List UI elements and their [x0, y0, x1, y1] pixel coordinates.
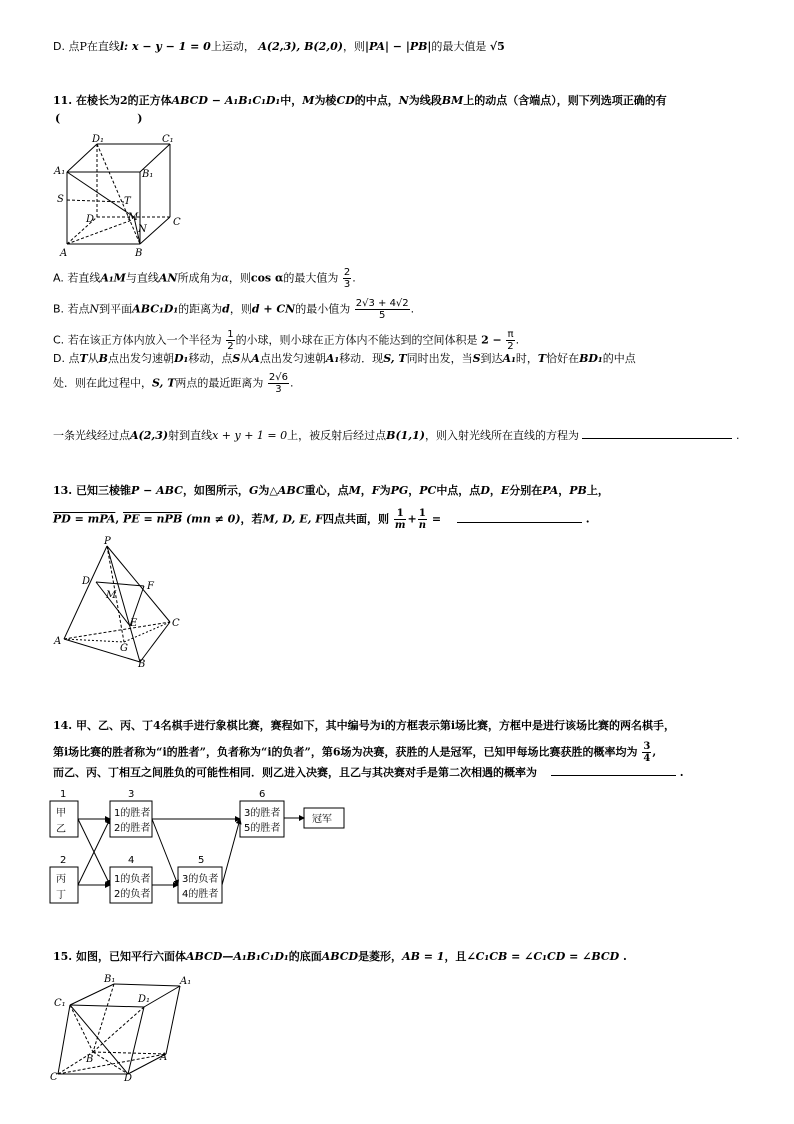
label-s: S	[57, 194, 64, 205]
box-3-line-a: 1的胜者	[114, 808, 151, 819]
text: 到达	[480, 352, 503, 365]
denominator: 3	[343, 279, 351, 290]
label-c: C	[173, 217, 181, 228]
label-m: M	[106, 590, 117, 601]
denominator: 3	[275, 384, 282, 395]
numerator: 1	[394, 508, 407, 520]
label-a1: A₁	[54, 166, 66, 177]
math: ABCD—A₁B₁C₁D₁	[185, 950, 289, 963]
text: 从	[87, 352, 99, 365]
math: 2 −	[481, 333, 502, 347]
math: G	[248, 484, 259, 497]
denominator: 5	[379, 310, 386, 321]
text: .	[735, 429, 740, 442]
label-c1: C₁	[162, 134, 174, 145]
math: S	[472, 352, 481, 365]
text: ，则	[228, 271, 251, 285]
box-2-number: 2	[60, 855, 67, 866]
text: 若在该正方体内放入一个半径为	[67, 333, 222, 347]
text: 与直线	[125, 271, 159, 285]
numerator: π	[507, 329, 514, 340]
numerator: 1	[418, 508, 426, 519]
text: 为	[379, 484, 391, 497]
text: 中，	[280, 94, 303, 107]
box-4-line-b: 2的负者	[114, 889, 151, 900]
text: 第i场比赛的胜者称为“i的胜者”，负者称为“i的负者”，第6场为决赛，获胜的人是冠军，已知甲每场比赛获胜的概率均为	[53, 745, 638, 759]
q13-condition: PD = mPA, PE = nPB (mn ≠ 0)，若M, D, E, F四点共面，则 $\frac{1}{m}$ + $\frac{1}{n}$ = .	[53, 508, 590, 531]
q11-option-c[interactable]	[53, 329, 519, 352]
text: ，若	[240, 512, 263, 526]
label-b: B	[86, 1054, 94, 1065]
math: S	[232, 352, 241, 365]
box-2-player-a: 丙	[56, 874, 66, 885]
math: (mn ≠ 0)	[185, 512, 241, 526]
text: 若点	[67, 302, 90, 316]
text: 到平面	[99, 302, 133, 316]
fraction	[394, 508, 407, 531]
q11-option-b[interactable]	[53, 298, 414, 321]
text: 的中点	[602, 352, 636, 365]
math: BD₁	[579, 352, 603, 365]
answer-blank[interactable]	[582, 428, 732, 439]
text: ，则入射光线所在直线的方程为	[424, 429, 579, 442]
text: ，	[360, 484, 372, 497]
math: ∠C₁CB = ∠C₁CD = ∠BCD	[466, 950, 620, 963]
text: .	[352, 271, 356, 285]
text: 上，被反射后经过点	[287, 429, 387, 442]
text: 上的动点（含端点），则下列选项正确的有	[463, 94, 667, 107]
math: N	[398, 94, 409, 107]
box-4-line-a: 1的负者	[114, 874, 151, 885]
math: PA	[542, 484, 559, 497]
option-label: D.	[53, 352, 65, 365]
fraction	[343, 267, 351, 290]
text: 的最大值为	[283, 271, 339, 285]
text: ，且	[444, 950, 467, 963]
math: CD	[336, 94, 355, 107]
text: 为	[258, 484, 270, 497]
text: 如图，已知平行六面体	[75, 950, 186, 963]
q11-option-a[interactable]	[53, 267, 356, 290]
math: A(2,3), B(2,0)	[258, 40, 343, 53]
math: AB = 1	[402, 950, 445, 963]
label-c1: C₁	[54, 998, 66, 1009]
text: 移动．现	[339, 352, 384, 365]
box-3-line-b: 2的胜者	[114, 823, 151, 834]
text: 点	[68, 352, 80, 365]
denominator: 2	[227, 341, 234, 352]
math: D₁	[173, 352, 189, 365]
math: ABCD	[321, 950, 359, 963]
math: F	[371, 484, 380, 497]
math: N	[89, 302, 100, 316]
numerator: 2√6	[268, 372, 289, 383]
math: A	[251, 352, 260, 365]
fraction	[506, 329, 514, 352]
text: ，则	[229, 302, 252, 316]
label-d1: D₁	[92, 134, 105, 145]
box-1-player-b: 乙	[56, 824, 66, 835]
text: .	[585, 512, 590, 526]
text: 恰好在	[546, 352, 580, 365]
tournament-bracket	[48, 787, 348, 907]
fraction	[355, 298, 410, 321]
text: 中点，点	[436, 484, 481, 497]
text: 移动，点	[188, 352, 233, 365]
tetrahedron-figure	[52, 534, 192, 669]
math: |PA| − |PB|	[364, 40, 432, 53]
label-d1: D₁	[138, 994, 151, 1005]
label-m: M	[128, 212, 139, 223]
text: ，	[558, 484, 570, 497]
math: D	[480, 484, 490, 497]
math: E	[500, 484, 510, 497]
label-c: C	[172, 618, 180, 629]
text: ，	[408, 484, 420, 497]
text: .	[515, 333, 520, 347]
math: M, D, E, F	[262, 512, 324, 526]
q10-option-d	[53, 40, 505, 54]
text: 的小球，则小球在正方体内不能达到的空间体积是	[235, 333, 478, 347]
label-d: D	[86, 214, 95, 225]
label-a1: A₁	[180, 976, 192, 987]
math: S, T	[152, 376, 176, 390]
text: 是菱形，	[358, 950, 403, 963]
text: 的最大值是	[431, 40, 487, 53]
text: 同时出发，当	[406, 352, 473, 365]
label-f: F	[147, 581, 154, 592]
label-d: D	[82, 576, 91, 587]
denominator: m	[394, 520, 406, 531]
text: .	[290, 376, 294, 390]
label-b: B	[135, 248, 143, 259]
math: cos α	[250, 271, 284, 285]
text: 的中点，	[354, 94, 399, 107]
q11-stem	[53, 94, 667, 108]
math: ABCD − A₁B₁C₁D₁	[171, 94, 281, 107]
text: 而乙、丙、丁相互之间胜负的可能性相同．则乙进入决赛，且乙与其决赛对手是第二次相遇的概率为	[53, 766, 537, 779]
label-a: A	[160, 1052, 168, 1063]
question-number: 15.	[53, 950, 73, 963]
text: 为棱	[314, 94, 337, 107]
math: △ABC	[269, 484, 305, 497]
text: .	[679, 766, 684, 779]
math: d	[222, 302, 230, 316]
math: M	[302, 94, 315, 107]
option-label: D.	[53, 40, 65, 53]
math: BM	[441, 94, 464, 107]
box-3-number: 3	[128, 789, 135, 800]
question-number: 11.	[53, 94, 73, 107]
label-n: N	[138, 224, 147, 235]
text: 在棱长为2的正方体	[75, 94, 172, 107]
text: 处．则在此过程中，	[53, 376, 152, 390]
option-label: C.	[53, 333, 65, 347]
question-number: 14.	[53, 719, 73, 732]
answer-blank[interactable]	[551, 765, 676, 776]
text: 点P在直线	[68, 40, 120, 53]
math: PB	[569, 484, 587, 497]
q14-line2	[53, 741, 656, 764]
box-6-line-a: 3的胜者	[244, 808, 281, 819]
text: 为线段	[408, 94, 442, 107]
box-1-number: 1	[60, 789, 67, 800]
fraction	[418, 508, 427, 531]
math: A₁	[502, 352, 516, 365]
label-a: A	[60, 248, 68, 259]
math: A₁	[325, 352, 340, 365]
text: 已知三棱锥	[75, 484, 131, 497]
fraction	[268, 372, 289, 395]
q11-option-d[interactable]	[53, 352, 636, 366]
text: =	[431, 512, 442, 526]
math: A₁M	[100, 271, 126, 285]
fraction	[226, 329, 234, 352]
math: x + y + 1 = 0	[212, 429, 288, 442]
math: S, T	[383, 352, 407, 365]
text: .	[410, 302, 415, 316]
text: 四点共面，则	[323, 512, 390, 526]
text: 时，	[515, 352, 538, 365]
math: A(2,3)	[130, 429, 169, 442]
text: 甲、乙、丙、丁4名棋手进行象棋比赛，赛程如下，其中编号为i的方框表示第i场比赛，方框中是进行该场比赛的两名棋手，	[75, 719, 675, 732]
text: ，	[489, 484, 501, 497]
text: +	[407, 512, 417, 526]
box-1-player-a: 甲	[56, 808, 66, 819]
text: 点出发匀速朝	[259, 352, 326, 365]
math: P − ABC	[130, 484, 183, 497]
text: 的底面	[288, 950, 322, 963]
text: 重心，点	[304, 484, 349, 497]
label-a: A	[54, 636, 62, 647]
math: PE = nPB	[123, 512, 183, 526]
box-5-number: 5	[198, 855, 205, 866]
math: M	[348, 484, 361, 497]
option-label: A.	[53, 271, 64, 285]
text: 分别在	[509, 484, 543, 497]
text: 所成角为	[177, 271, 222, 285]
math: PD = mPA	[53, 512, 116, 526]
math: PC	[419, 484, 437, 497]
denominator: 2	[507, 341, 514, 352]
label-d: D	[124, 1073, 133, 1082]
label-b1: B₁	[104, 974, 116, 985]
champion-label: 冠军	[312, 814, 332, 825]
numerator: 3	[643, 741, 651, 752]
parallelepiped-figure	[48, 972, 198, 1082]
text: .	[622, 950, 627, 963]
numerator: 1	[227, 329, 234, 340]
box-6-number: 6	[259, 789, 266, 800]
math: α	[221, 271, 229, 285]
math: √5	[489, 40, 505, 53]
text: 射到直线	[168, 429, 213, 442]
text: ，则	[342, 40, 365, 53]
math: AN	[158, 271, 178, 285]
box-4-number: 4	[128, 855, 135, 866]
label-b1: B₁	[142, 169, 154, 180]
text: 若直线	[67, 271, 101, 285]
text: 上运动，	[210, 40, 255, 53]
q12-stem	[53, 428, 739, 443]
text: ,	[652, 745, 657, 759]
text: 点出发匀速朝	[107, 352, 174, 365]
denominator: n	[418, 520, 426, 531]
cube-figure	[52, 132, 192, 262]
math: T	[79, 352, 88, 365]
numerator: 2	[343, 267, 351, 278]
q13-stem	[53, 484, 609, 498]
box-6-line-b: 5的胜者	[244, 823, 281, 834]
text: 的距离为	[178, 302, 223, 316]
label-t: T	[124, 196, 131, 207]
label-c: C	[50, 1072, 58, 1082]
q15-stem	[53, 950, 627, 964]
question-number: 13.	[53, 484, 73, 497]
option-label: B.	[53, 302, 65, 316]
math: l: x − y − 1 = 0	[119, 40, 211, 53]
box-5-line-a: 3的负者	[182, 874, 219, 885]
q14-line3	[53, 765, 684, 780]
math: ABC₁D₁	[132, 302, 179, 316]
label-p: P	[104, 536, 111, 547]
text: 从	[240, 352, 252, 365]
box-5-line-b: 4的胜者	[182, 889, 219, 900]
denominator: 4	[643, 753, 651, 764]
math: PG	[390, 484, 409, 497]
q11-option-d-line2	[53, 372, 294, 395]
math: d + CN	[251, 302, 296, 316]
label-g: G	[120, 643, 128, 654]
answer-blank[interactable]	[457, 512, 582, 523]
numerator: 2√3 + 4√2	[355, 298, 409, 309]
text: 两点的最近距离为	[175, 376, 264, 390]
q14-line1	[53, 719, 675, 733]
label-e: E	[130, 618, 138, 629]
answer-paren[interactable]: ( )	[55, 112, 143, 125]
text: ，如图所示，	[182, 484, 249, 497]
math: T	[537, 352, 547, 365]
text: 一条光线经过点	[53, 429, 130, 442]
text: 的最小值为	[295, 302, 351, 316]
math: B(1,1)	[386, 429, 425, 442]
label-b: B	[138, 659, 146, 669]
math: B	[98, 352, 108, 365]
text: 上，	[586, 484, 609, 497]
fraction	[642, 741, 651, 764]
box-2-player-b: 丁	[56, 890, 66, 901]
